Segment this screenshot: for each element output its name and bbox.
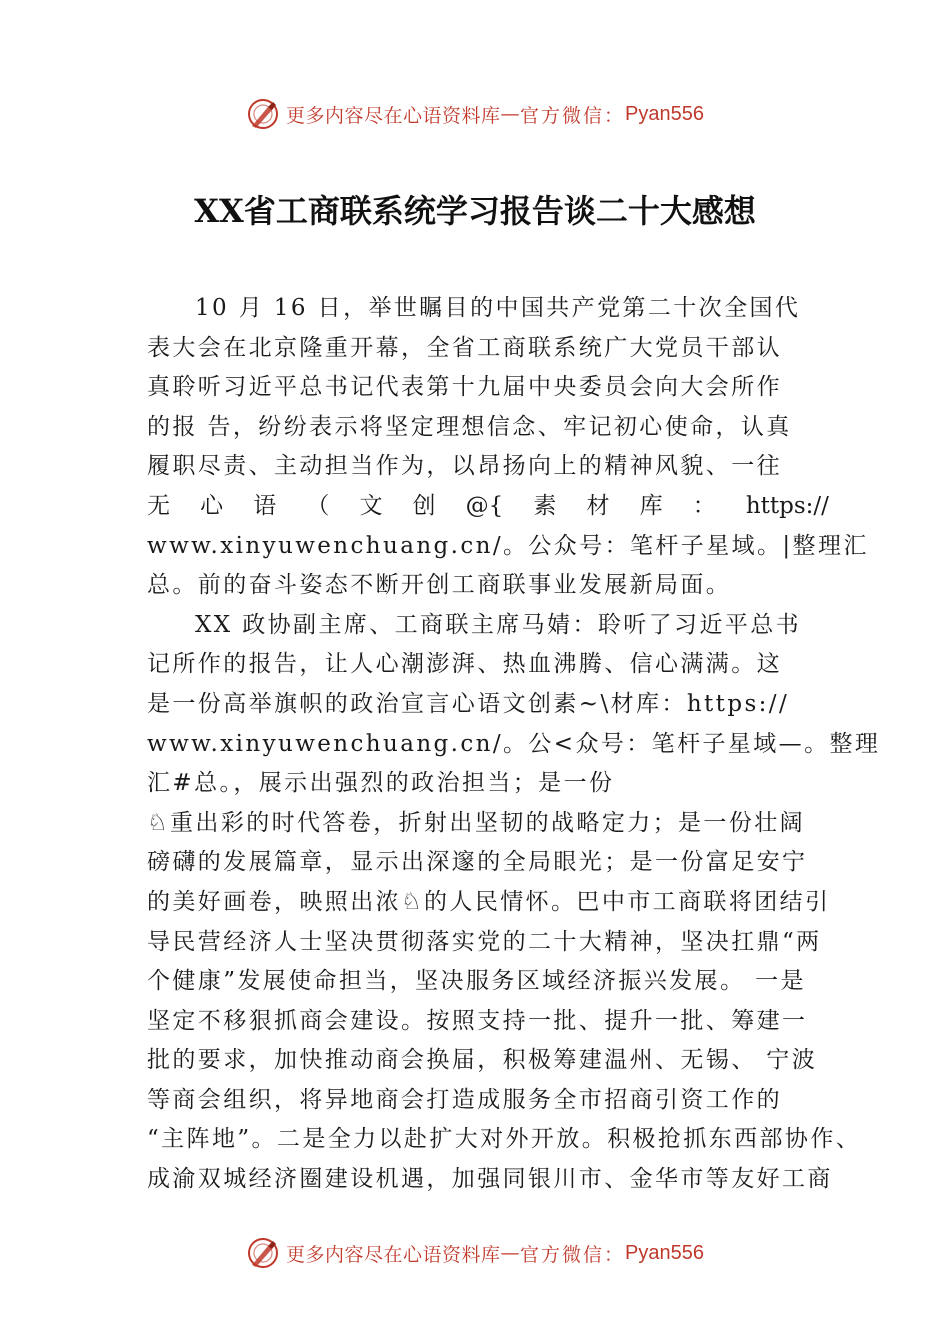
banner-wechat-label: 官方微信： <box>520 104 626 127</box>
footer-banner <box>0 1233 950 1273</box>
body-line: 汇#总。，展示出强烈的政治担当；是一份 <box>147 770 615 797</box>
body-line: 10 月 16 日，举世瞩目的中国共产党第二十次全国代 <box>195 295 801 321</box>
body-line: 的报 告，纷纷表示将坚定理想信念、牢记初心使命，认真 <box>147 413 792 440</box>
banner-text: 更多内容尽在心语资料库 <box>286 104 501 127</box>
pen-logo-icon <box>246 1236 280 1270</box>
spread-word: （ <box>306 492 330 519</box>
spread-word: @{ <box>465 492 504 519</box>
banner-dash: — <box>500 103 521 125</box>
spread-word: 文 <box>359 492 383 519</box>
body-line: 履职尽责、主动担当作为，以昂扬向上的精神风貌、一往 <box>147 453 782 480</box>
spread-word: 材 <box>586 492 610 519</box>
spread-word: 素 <box>533 492 557 519</box>
body-line: 导民营经济人士坚决贯彻落实党的二十大精神，坚决扛鼎“两 <box>147 928 822 955</box>
body-line: 坚定不移狠抓商会建设。按照支持一批、提升一批、筹建一 <box>147 1007 808 1034</box>
spread-word: ： <box>692 492 716 519</box>
document-body <box>147 289 881 1200</box>
body-line: 是一份高举旗帜的政治宣言心语文创素~\材库：https:// <box>147 690 790 717</box>
body-line: 的美好画卷，映照出浓♘的人民情怀。巴中市工商联将团结引 <box>147 888 831 915</box>
body-line: “主阵地”。二是全力以赴扩大对外开放。积极抢抓东西部协作、 <box>147 1126 862 1153</box>
body-line: www.xinyuwenchuang.cn/。公众号：笔杆子星域。|整理汇 <box>147 532 869 559</box>
banner-text: 更多内容尽在心语资料库 <box>286 1243 501 1266</box>
banner-wechat-label: 官方微信： <box>520 1243 626 1266</box>
body-line: 表大会在北京隆重开幕，全省工商联系统广大党员干部认 <box>147 334 782 361</box>
spread-word: 心 <box>200 492 224 519</box>
body-line: 成渝双城经济圈建设机遇，加强同银川市、金华市等友好工商 <box>147 1166 833 1193</box>
body-line: 批的要求，加快推动商会换届，积极筹建温州、无锡、 宁波 <box>147 1047 818 1074</box>
spread-word: 无 <box>147 492 170 519</box>
banner-wechat-id: Pyan556 <box>625 1241 704 1264</box>
body-line: 记所作的报告，让人心潮澎湃、热血沸腾、信心满满。这 <box>147 651 782 678</box>
banner-wechat-id: Pyan556 <box>625 102 704 125</box>
spread-word: https:// <box>745 492 829 519</box>
spread-word: 语 <box>253 492 277 519</box>
body-line: XX 政协副主席、工商联主席马婧：聆听了习近平总书 <box>195 611 802 638</box>
body-line-spread <box>147 487 837 527</box>
header-banner <box>0 94 950 134</box>
body-line: 总。前的奋斗姿态不断开创工商联事业发展新局面。 <box>147 572 732 599</box>
body-line: www.xinyuwenchuang.cn/。公<众号：笔杆子星域—。整理 <box>147 730 881 757</box>
banner-dash: — <box>500 1242 521 1264</box>
body-line: 个健康”发展使命担当，坚决服务区域经济振兴发展。 一是 <box>147 968 806 995</box>
body-line: ♘重出彩的时代答卷，折射出坚韧的战略定力；是一份壮阔 <box>147 809 806 836</box>
body-line: 等商会组织，将异地商会打造成服务全市招商引资工作的 <box>147 1086 782 1113</box>
body-line: 真聆听习近平总书记代表第十九届中央委员会向大会所作 <box>147 374 782 401</box>
body-line: 磅礴的发展篇章，显示出深邃的全局眼光；是一份富足安宁 <box>147 849 808 876</box>
pen-logo-icon <box>246 97 280 131</box>
spread-word: 库 <box>639 492 663 519</box>
document-title: XX省工商联系统学习报告谈二十大感想 <box>194 192 756 230</box>
spread-word: 创 <box>412 492 436 519</box>
